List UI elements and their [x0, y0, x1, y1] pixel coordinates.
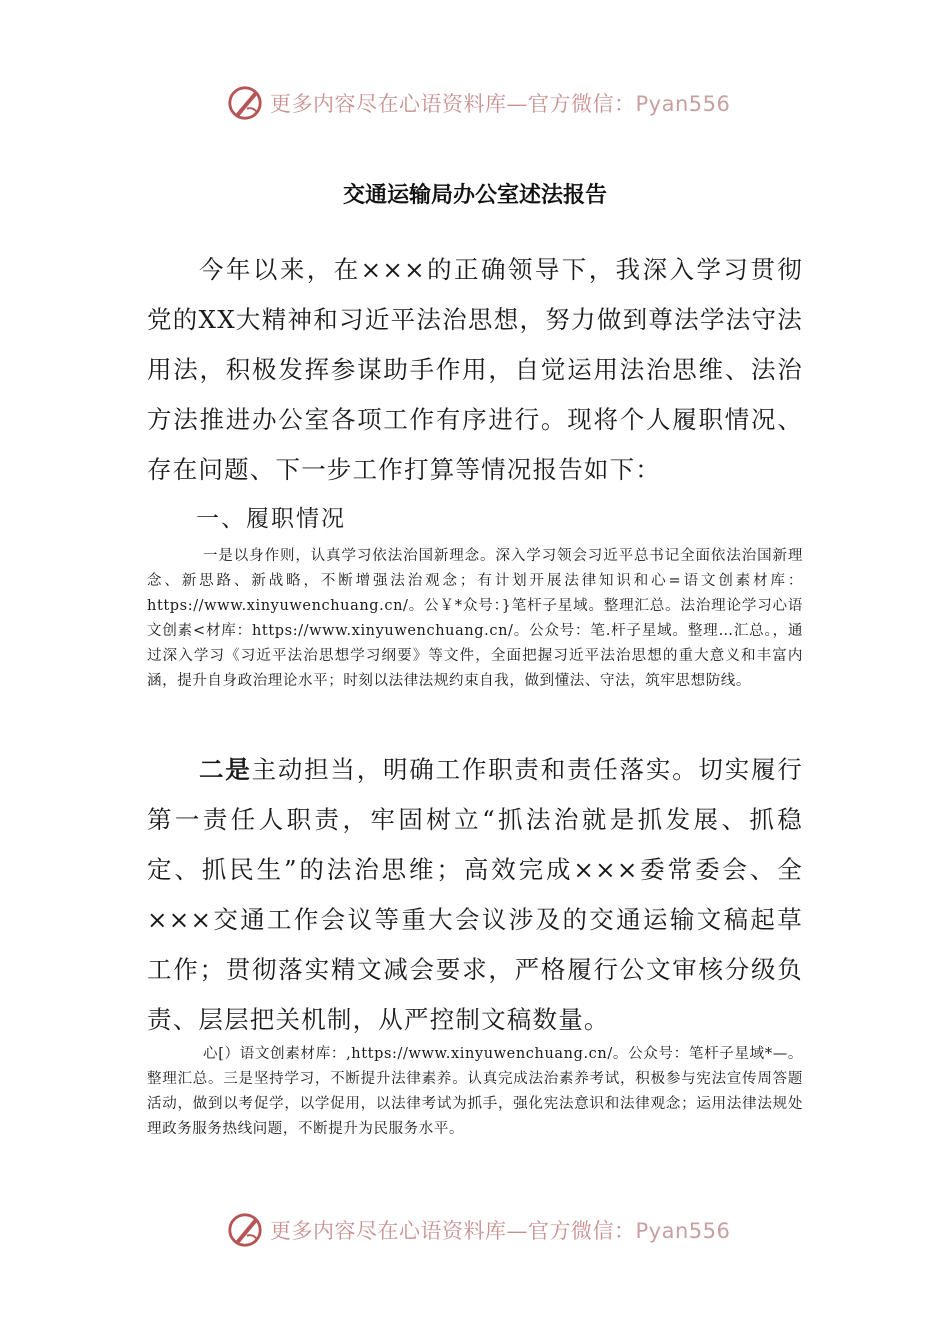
wechat-id: Pyan556 — [635, 1219, 731, 1243]
paragraph-2-lead: 二是 — [199, 755, 252, 784]
intro-paragraph: 今年以来，在×××的正确领导下，我深入学习贯彻党的XX大精神和习近平法治思想，努力做到尊法学法守法用法，积极发挥参谋助手作用，自觉运用法治思维、法治方法推进办公室各项工作有序进行。现将个人履职情况、存在问题、下一步工作打算等情况报告如下： — [147, 255, 803, 484]
wechat-id: Pyan556 — [635, 92, 731, 116]
paragraph-2 — [147, 745, 803, 1045]
document-title: 交通运输局办公室述法报告 — [342, 183, 607, 208]
watermark-text: 更多内容尽在心语资料库—官方微信：Pyan556 — [270, 92, 731, 116]
header-watermark — [0, 81, 950, 125]
footer-watermark — [0, 1208, 950, 1252]
paragraph-3: 心[）语文创素材库：,https://www.xinyuwenchuang.cn/。公众号：笔杆子星域*—。整理汇总。三是坚持学习，不断提升法律素养。认真完成法治素养考试，积极参与宪法宣传周答题活动，做到以考促学，以学促用，以法律考试为抓手，强化宪法意识和法律观念；运用法律法规处理政务服务热线问题，不断提升为民服务水平。 — [147, 1046, 803, 1137]
section-heading: 一、履职情况 — [196, 506, 346, 532]
paragraph-2-body: 主动担当，明确工作职责和责任落实。切实履行第一责任人职责，牢固树立“抓法治就是抓发展、抓稳定、抓民生”的法治思维；高效完成×××委常委会、全×××交通工作会议等重大会议涉及的交通运输文稿起草工作；贯彻落实精文减会要求，严格履行公文审核分级负责、层层把关机制，从严控制文稿数量。 — [147, 755, 803, 1034]
watermark-text: 更多内容尽在心语资料库—官方微信：Pyan556 — [270, 1219, 731, 1243]
pen-logo-icon — [226, 1211, 264, 1249]
pen-logo-icon — [226, 84, 264, 122]
paragraph-1: 一是以身作则，认真学习依法治国新理念。深入学习领会习近平总书记全面依法治国新理念、新思路、新战略，不断增强法治观念；有计划开展法律知识和心=语文创素材库：https://www.xinyuwenchuang.cn/。公￥*众号：}笔杆子星域。整理汇总。法治理论学习心语文创素<材库：https://www.xinyuwenchuang.cn/。公众号：笔.杆子星域。整理…汇总。，通过深入学习《习近平法治思想学习纲要》等文件，全面把握习近平法治思想的重大意义和丰富内涵，提升自身政治理论水平；时刻以法律法规约束自我，做到懂法、守法，筑牢思想防线。 — [147, 548, 803, 689]
